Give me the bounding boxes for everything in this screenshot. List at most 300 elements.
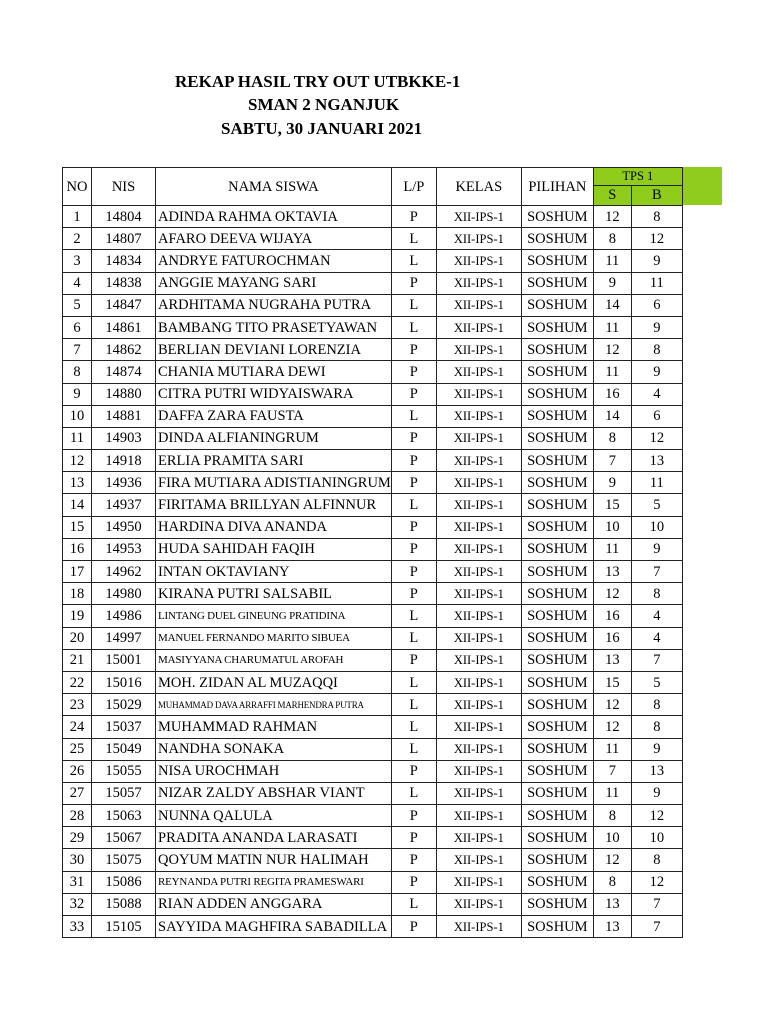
row-nis: 14880 (92, 383, 156, 405)
row-score-b: 8 (631, 583, 682, 605)
row-pilihan: SOSHUM (521, 605, 593, 627)
table-row (63, 361, 683, 383)
row-nama: MANUEL FERNANDO MARITO SIBUEA (156, 627, 392, 649)
row-score-b: 8 (631, 206, 682, 228)
table-row (63, 206, 683, 228)
row-kelas: XII-IPS-1 (436, 760, 521, 782)
row-kelas: XII-IPS-1 (436, 738, 521, 760)
row-score-b: 7 (631, 893, 682, 915)
row-nis: 15049 (92, 738, 156, 760)
row-score-b: 12 (631, 805, 682, 827)
row-no: 26 (63, 760, 92, 782)
row-pilihan: SOSHUM (521, 583, 593, 605)
row-nis: 14903 (92, 427, 156, 449)
row-kelas: XII-IPS-1 (436, 538, 521, 560)
row-nama: MUHAMMAD DAVA ARRAFFI MARHENDRA PUTRA (156, 694, 392, 716)
row-kelas: XII-IPS-1 (436, 405, 521, 427)
col-header-pilihan: PILIHAN (521, 168, 593, 206)
row-score-b: 9 (631, 738, 682, 760)
row-pilihan: SOSHUM (521, 427, 593, 449)
row-lp: P (391, 383, 436, 405)
row-pilihan: SOSHUM (521, 782, 593, 804)
row-nama: QOYUM MATIN NUR HALIMAH (156, 849, 392, 871)
row-pilihan: SOSHUM (521, 649, 593, 671)
row-score-s: 12 (593, 716, 631, 738)
table-row (63, 827, 683, 849)
row-kelas: XII-IPS-1 (436, 250, 521, 272)
row-lp: P (391, 516, 436, 538)
row-score-b: 9 (631, 538, 682, 560)
col-header-lp: L/P (391, 168, 436, 206)
row-kelas: XII-IPS-1 (436, 361, 521, 383)
row-pilihan: SOSHUM (521, 627, 593, 649)
row-score-s: 13 (593, 561, 631, 583)
row-score-s: 7 (593, 760, 631, 782)
row-pilihan: SOSHUM (521, 716, 593, 738)
row-pilihan: SOSHUM (521, 339, 593, 361)
row-nama: MASIYYANA CHARUMATUL AROFAH (156, 649, 392, 671)
table-row (63, 294, 683, 316)
row-nama: ADINDA RAHMA OKTAVIA (156, 206, 392, 228)
row-nis: 14874 (92, 361, 156, 383)
row-pilihan: SOSHUM (521, 561, 593, 583)
row-kelas: XII-IPS-1 (436, 450, 521, 472)
row-kelas: XII-IPS-1 (436, 849, 521, 871)
row-nama: DAFFA ZARA FAUSTA (156, 405, 392, 427)
row-no: 33 (63, 916, 92, 938)
row-nis: 14950 (92, 516, 156, 538)
row-no: 12 (63, 450, 92, 472)
results-table (62, 167, 683, 938)
row-kelas: XII-IPS-1 (436, 605, 521, 627)
table-row (63, 694, 683, 716)
row-lp: L (391, 405, 436, 427)
table-row (63, 427, 683, 449)
row-score-b: 5 (631, 671, 682, 693)
row-nama: KIRANA PUTRI SALSABIL (156, 583, 392, 605)
row-pilihan: SOSHUM (521, 383, 593, 405)
col-header-s: S (593, 186, 631, 206)
row-score-s: 11 (593, 361, 631, 383)
row-score-s: 13 (593, 893, 631, 915)
row-score-s: 16 (593, 383, 631, 405)
row-score-b: 9 (631, 361, 682, 383)
row-score-s: 14 (593, 294, 631, 316)
row-score-s: 12 (593, 849, 631, 871)
row-score-s: 8 (593, 871, 631, 893)
row-pilihan: SOSHUM (521, 316, 593, 338)
table-row (63, 472, 683, 494)
row-nama: CHANIA MUTIARA DEWI (156, 361, 392, 383)
row-pilihan: SOSHUM (521, 272, 593, 294)
row-pilihan: SOSHUM (521, 916, 593, 938)
col-header-no: NO (63, 168, 92, 206)
row-score-s: 16 (593, 627, 631, 649)
row-kelas: XII-IPS-1 (436, 805, 521, 827)
col-header-kelas: KELAS (436, 168, 521, 206)
row-no: 23 (63, 694, 92, 716)
row-kelas: XII-IPS-1 (436, 782, 521, 804)
row-score-b: 4 (631, 627, 682, 649)
row-kelas: XII-IPS-1 (436, 561, 521, 583)
table-row (63, 871, 683, 893)
row-kelas: XII-IPS-1 (436, 228, 521, 250)
row-lp: P (391, 427, 436, 449)
table-row (63, 316, 683, 338)
row-score-b: 13 (631, 450, 682, 472)
table-row (63, 339, 683, 361)
row-no: 18 (63, 583, 92, 605)
row-nis: 14861 (92, 316, 156, 338)
table-row (63, 538, 683, 560)
row-pilihan: SOSHUM (521, 228, 593, 250)
row-nis: 15029 (92, 694, 156, 716)
row-nama: MUHAMMAD RAHMAN (156, 716, 392, 738)
row-no: 20 (63, 627, 92, 649)
row-no: 27 (63, 782, 92, 804)
row-score-s: 9 (593, 272, 631, 294)
row-nama: REYNANDA PUTRI REGITA PRAMESWARI (156, 871, 392, 893)
row-score-b: 6 (631, 405, 682, 427)
row-lp: P (391, 760, 436, 782)
col-header-b: B (631, 186, 682, 206)
row-pilihan: SOSHUM (521, 361, 593, 383)
row-lp: L (391, 738, 436, 760)
row-score-s: 12 (593, 339, 631, 361)
row-no: 9 (63, 383, 92, 405)
row-kelas: XII-IPS-1 (436, 294, 521, 316)
row-score-b: 9 (631, 316, 682, 338)
row-kelas: XII-IPS-1 (436, 627, 521, 649)
row-nama: ERLIA PRAMITA SARI (156, 450, 392, 472)
table-row (63, 916, 683, 938)
row-kelas: XII-IPS-1 (436, 383, 521, 405)
row-lp: P (391, 538, 436, 560)
row-score-b: 8 (631, 694, 682, 716)
row-score-b: 9 (631, 782, 682, 804)
row-lp: L (391, 605, 436, 627)
row-nis: 14986 (92, 605, 156, 627)
row-pilihan: SOSHUM (521, 405, 593, 427)
row-nis: 14918 (92, 450, 156, 472)
row-pilihan: SOSHUM (521, 871, 593, 893)
row-score-s: 12 (593, 206, 631, 228)
row-score-b: 8 (631, 716, 682, 738)
table-row (63, 250, 683, 272)
row-lp: L (391, 228, 436, 250)
row-score-s: 8 (593, 805, 631, 827)
row-nis: 14847 (92, 294, 156, 316)
table-row (63, 627, 683, 649)
row-score-b: 5 (631, 494, 682, 516)
row-pilihan: SOSHUM (521, 206, 593, 228)
row-nama: LINTANG DUEL GINEUNG PRATIDINA (156, 605, 392, 627)
row-no: 17 (63, 561, 92, 583)
report-title: REKAP HASIL TRY OUT UTBKKE-1 (175, 72, 461, 91)
row-pilihan: SOSHUM (521, 294, 593, 316)
row-no: 2 (63, 228, 92, 250)
row-pilihan: SOSHUM (521, 694, 593, 716)
row-no: 28 (63, 805, 92, 827)
row-no: 7 (63, 339, 92, 361)
report-date: SABTU, 30 JANUARI 2021 (221, 119, 423, 138)
row-nis: 15067 (92, 827, 156, 849)
row-nama: FIRA MUTIARA ADISTIANINGRUM (156, 472, 392, 494)
row-nama: MOH. ZIDAN AL MUZAQQI (156, 671, 392, 693)
row-kelas: XII-IPS-1 (436, 494, 521, 516)
row-lp: P (391, 561, 436, 583)
row-kelas: XII-IPS-1 (436, 516, 521, 538)
row-kelas: XII-IPS-1 (436, 272, 521, 294)
row-kelas: XII-IPS-1 (436, 671, 521, 693)
row-no: 6 (63, 316, 92, 338)
table-row (63, 805, 683, 827)
col-header-nama: NAMA SISWA (156, 168, 392, 206)
row-score-s: 11 (593, 316, 631, 338)
row-score-s: 11 (593, 782, 631, 804)
row-no: 8 (63, 361, 92, 383)
row-no: 25 (63, 738, 92, 760)
row-nis: 15037 (92, 716, 156, 738)
row-nama: NISA UROCHMAH (156, 760, 392, 782)
row-no: 30 (63, 849, 92, 871)
row-lp: L (391, 316, 436, 338)
table-row (63, 738, 683, 760)
row-score-b: 12 (631, 427, 682, 449)
row-score-b: 6 (631, 294, 682, 316)
row-no: 15 (63, 516, 92, 538)
row-nis: 14997 (92, 627, 156, 649)
row-nama: BAMBANG TITO PRASETYAWAN (156, 316, 392, 338)
row-pilihan: SOSHUM (521, 760, 593, 782)
row-no: 10 (63, 405, 92, 427)
table-row (63, 760, 683, 782)
row-lp: L (391, 716, 436, 738)
row-score-b: 9 (631, 250, 682, 272)
row-lp: L (391, 671, 436, 693)
row-no: 19 (63, 605, 92, 627)
table-row (63, 716, 683, 738)
row-nama: ARDHITAMA NUGRAHA PUTRA (156, 294, 392, 316)
row-score-b: 7 (631, 916, 682, 938)
row-score-b: 13 (631, 760, 682, 782)
row-lp: L (391, 694, 436, 716)
row-nis: 15016 (92, 671, 156, 693)
table-row (63, 405, 683, 427)
row-pilihan: SOSHUM (521, 538, 593, 560)
table-row (63, 605, 683, 627)
row-nis: 14838 (92, 272, 156, 294)
row-no: 14 (63, 494, 92, 516)
table-row (63, 561, 683, 583)
table-row (63, 649, 683, 671)
row-score-s: 12 (593, 583, 631, 605)
row-score-s: 10 (593, 516, 631, 538)
row-pilihan: SOSHUM (521, 827, 593, 849)
row-score-s: 9 (593, 472, 631, 494)
row-lp: L (391, 627, 436, 649)
row-nis: 14862 (92, 339, 156, 361)
row-kelas: XII-IPS-1 (436, 339, 521, 361)
row-kelas: XII-IPS-1 (436, 472, 521, 494)
table-row (63, 849, 683, 871)
row-no: 5 (63, 294, 92, 316)
row-score-s: 12 (593, 694, 631, 716)
row-nis: 14881 (92, 405, 156, 427)
table-row (63, 893, 683, 915)
row-kelas: XII-IPS-1 (436, 893, 521, 915)
row-lp: P (391, 272, 436, 294)
row-score-b: 4 (631, 605, 682, 627)
row-nis: 14962 (92, 561, 156, 583)
row-nama: PRADITA ANANDA LARASATI (156, 827, 392, 849)
row-no: 13 (63, 472, 92, 494)
row-pilihan: SOSHUM (521, 893, 593, 915)
row-nama: NIZAR ZALDY ABSHAR VIANT (156, 782, 392, 804)
table-row (63, 583, 683, 605)
table-row (63, 671, 683, 693)
row-nama: HARDINA DIVA ANANDA (156, 516, 392, 538)
row-nama: NUNNA QALULA (156, 805, 392, 827)
row-nama: SAYYIDA MAGHFIRA SABADILLA (156, 916, 392, 938)
row-lp: L (391, 782, 436, 804)
row-no: 31 (63, 871, 92, 893)
col-header-nis: NIS (92, 168, 156, 206)
table-row (63, 516, 683, 538)
row-pilihan: SOSHUM (521, 450, 593, 472)
row-nis: 15105 (92, 916, 156, 938)
row-pilihan: SOSHUM (521, 516, 593, 538)
row-kelas: XII-IPS-1 (436, 427, 521, 449)
row-score-b: 11 (631, 272, 682, 294)
row-nis: 14936 (92, 472, 156, 494)
row-kelas: XII-IPS-1 (436, 716, 521, 738)
row-lp: L (391, 294, 436, 316)
school-name: SMAN 2 NGANJUK (248, 95, 400, 114)
row-nis: 14980 (92, 583, 156, 605)
row-no: 3 (63, 250, 92, 272)
row-score-s: 7 (593, 450, 631, 472)
row-nis: 14807 (92, 228, 156, 250)
row-score-b: 10 (631, 516, 682, 538)
row-pilihan: SOSHUM (521, 738, 593, 760)
row-score-s: 11 (593, 538, 631, 560)
table-row (63, 383, 683, 405)
row-nis: 15086 (92, 871, 156, 893)
row-lp: L (391, 494, 436, 516)
row-score-b: 12 (631, 228, 682, 250)
row-kelas: XII-IPS-1 (436, 649, 521, 671)
row-no: 4 (63, 272, 92, 294)
row-lp: P (391, 916, 436, 938)
row-score-b: 12 (631, 871, 682, 893)
row-score-s: 14 (593, 405, 631, 427)
row-score-b: 7 (631, 649, 682, 671)
row-kelas: XII-IPS-1 (436, 694, 521, 716)
row-kelas: XII-IPS-1 (436, 206, 521, 228)
row-nama: DINDA ALFIANINGRUM (156, 427, 392, 449)
row-kelas: XII-IPS-1 (436, 583, 521, 605)
row-nis: 15057 (92, 782, 156, 804)
row-lp: P (391, 361, 436, 383)
table-row (63, 450, 683, 472)
row-no: 1 (63, 206, 92, 228)
row-pilihan: SOSHUM (521, 494, 593, 516)
row-no: 21 (63, 649, 92, 671)
row-lp: L (391, 893, 436, 915)
table-row (63, 782, 683, 804)
row-pilihan: SOSHUM (521, 849, 593, 871)
row-nis: 14834 (92, 250, 156, 272)
row-no: 22 (63, 671, 92, 693)
row-nis: 14804 (92, 206, 156, 228)
row-kelas: XII-IPS-1 (436, 871, 521, 893)
row-nama: FIRITAMA BRILLYAN ALFINNUR (156, 494, 392, 516)
row-nis: 15075 (92, 849, 156, 871)
row-nama: CITRA PUTRI WIDYAISWARA (156, 383, 392, 405)
row-nis: 14953 (92, 538, 156, 560)
row-pilihan: SOSHUM (521, 250, 593, 272)
row-score-s: 10 (593, 827, 631, 849)
row-score-b: 10 (631, 827, 682, 849)
row-nama: ANGGIE MAYANG SARI (156, 272, 392, 294)
row-no: 11 (63, 427, 92, 449)
row-score-b: 8 (631, 849, 682, 871)
row-no: 32 (63, 893, 92, 915)
col-header-tps: TPS 1 (593, 168, 682, 186)
row-lp: P (391, 339, 436, 361)
row-score-s: 11 (593, 738, 631, 760)
row-kelas: XII-IPS-1 (436, 827, 521, 849)
row-kelas: XII-IPS-1 (436, 316, 521, 338)
row-lp: L (391, 250, 436, 272)
row-nis: 15063 (92, 805, 156, 827)
row-nama: AFARO DEEVA WIJAYA (156, 228, 392, 250)
row-nama: RIAN ADDEN ANGGARA (156, 893, 392, 915)
row-score-s: 15 (593, 671, 631, 693)
row-nis: 15055 (92, 760, 156, 782)
row-kelas: XII-IPS-1 (436, 916, 521, 938)
row-score-s: 8 (593, 427, 631, 449)
row-nis: 15088 (92, 893, 156, 915)
row-score-s: 13 (593, 916, 631, 938)
row-score-b: 11 (631, 472, 682, 494)
row-nama: NANDHA SONAKA (156, 738, 392, 760)
row-pilihan: SOSHUM (521, 671, 593, 693)
table-row (63, 494, 683, 516)
row-score-s: 13 (593, 649, 631, 671)
row-nis: 14937 (92, 494, 156, 516)
row-lp: P (391, 472, 436, 494)
row-nama: BERLIAN DEVIANI LORENZIA (156, 339, 392, 361)
row-lp: P (391, 871, 436, 893)
row-nama: INTAN OKTAVIANY (156, 561, 392, 583)
row-lp: P (391, 583, 436, 605)
row-score-b: 4 (631, 383, 682, 405)
row-pilihan: SOSHUM (521, 805, 593, 827)
row-pilihan: SOSHUM (521, 472, 593, 494)
row-nama: ANDRYE FATUROCHMAN (156, 250, 392, 272)
row-score-s: 16 (593, 605, 631, 627)
row-lp: P (391, 827, 436, 849)
row-lp: P (391, 649, 436, 671)
row-nama: HUDA SAHIDAH FAQIH (156, 538, 392, 560)
table-row (63, 272, 683, 294)
table-body (63, 206, 683, 938)
row-score-s: 15 (593, 494, 631, 516)
row-score-b: 8 (631, 339, 682, 361)
row-lp: P (391, 450, 436, 472)
